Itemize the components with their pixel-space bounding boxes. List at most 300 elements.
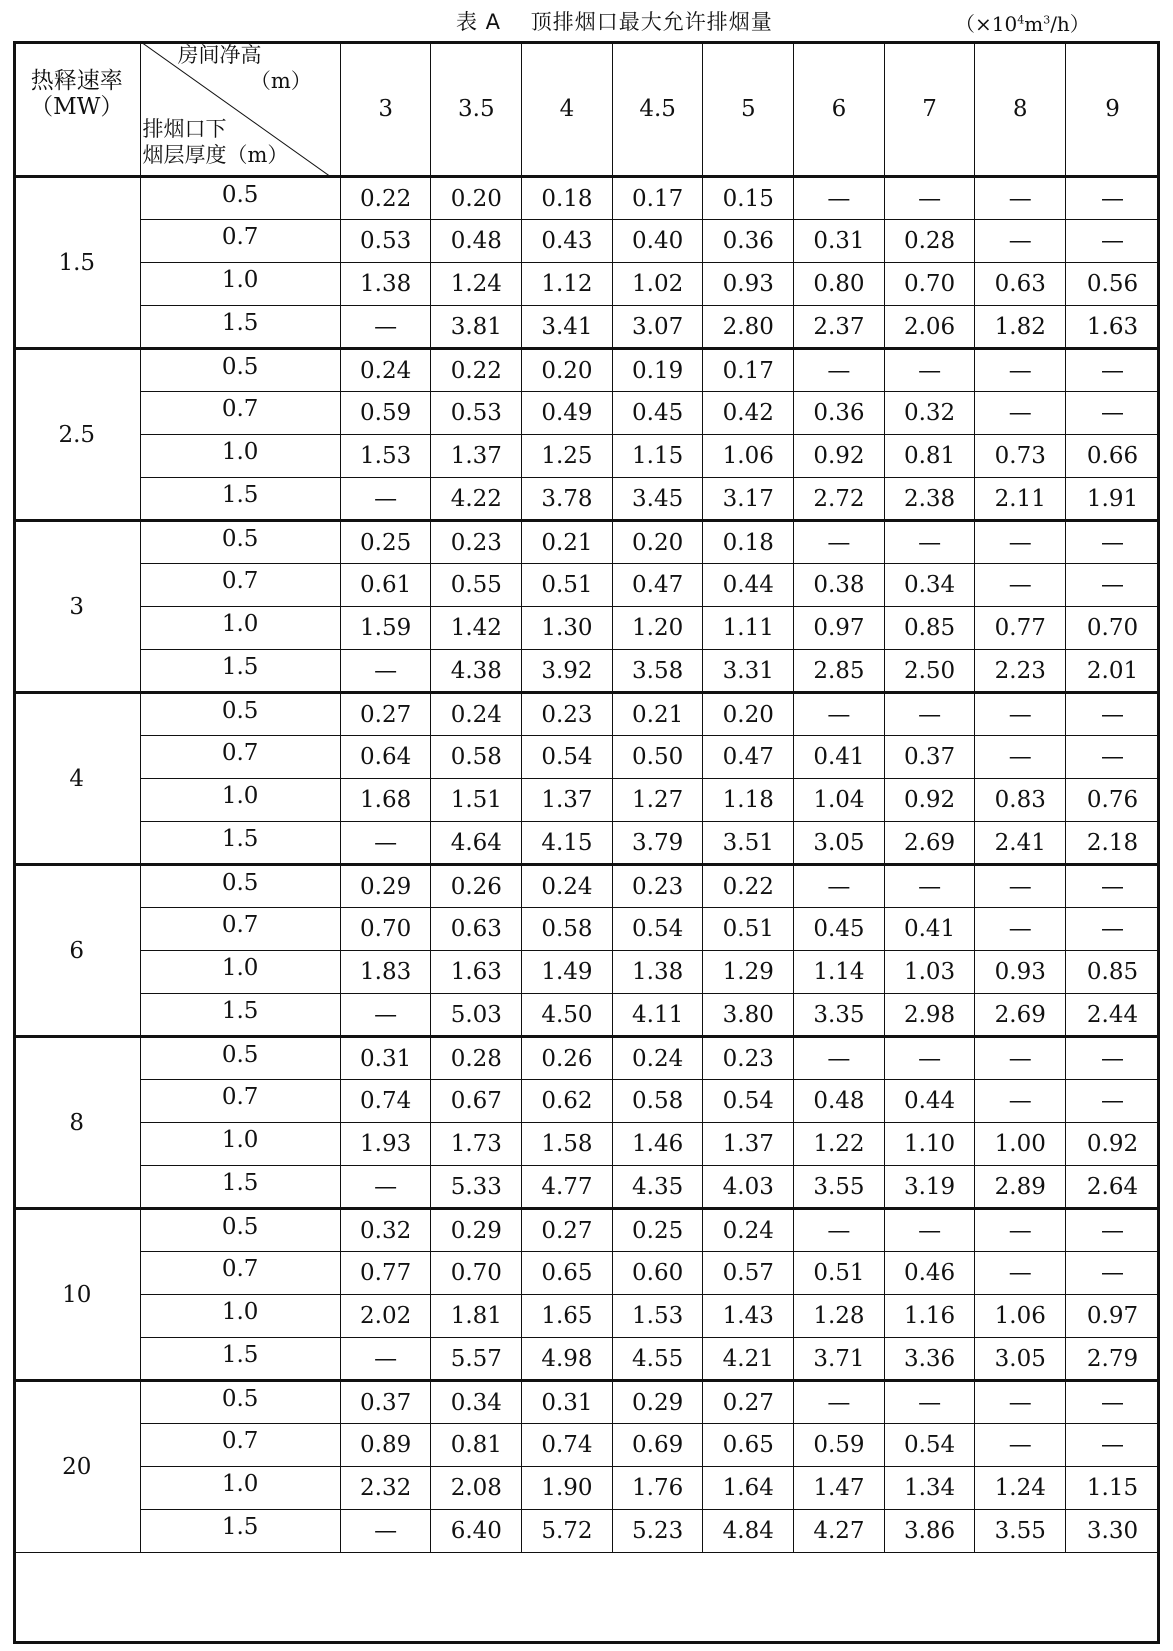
exhaust-value-cell: 0.44 <box>703 564 794 607</box>
exhaust-value-cell: — <box>1066 1209 1160 1252</box>
exhaust-value-cell: 2.41 <box>975 822 1066 865</box>
exhaust-value-cell: 0.57 <box>703 1252 794 1295</box>
exhaust-value-cell: 0.20 <box>612 521 703 564</box>
smoke-layer-thickness-cell <box>140 1295 340 1338</box>
exhaust-value-cell: 0.32 <box>340 1209 431 1252</box>
exhaust-value-cell: 0.66 <box>1066 435 1160 478</box>
exhaust-value-cell: — <box>975 220 1066 263</box>
exhaust-value-cell: 4.38 <box>431 650 522 693</box>
exhaust-value-cell: 0.43 <box>522 220 613 263</box>
smoke-layer-thickness-cell <box>140 865 340 908</box>
thickness-value: 0.5 <box>221 1386 259 1412</box>
exhaust-value-cell: 4.03 <box>703 1166 794 1209</box>
exhaust-value-cell: 2.08 <box>431 1467 522 1510</box>
exhaust-value-cell: 2.69 <box>975 994 1066 1037</box>
exhaust-value-cell: 0.70 <box>884 263 975 306</box>
thickness-value: 1.5 <box>221 826 259 852</box>
exhaust-value-cell: 3.86 <box>884 1510 975 1553</box>
exhaust-value-cell: 0.45 <box>612 392 703 435</box>
smoke-layer-thickness-cell <box>140 1381 340 1424</box>
thickness-value: 1.5 <box>221 654 259 680</box>
exhaust-value-cell: 0.44 <box>884 1080 975 1123</box>
exhaust-value-cell: — <box>794 1037 885 1080</box>
exhaust-value-cell: 2.85 <box>794 650 885 693</box>
exhaust-value-cell: 0.31 <box>340 1037 431 1080</box>
exhaust-value-cell: 0.81 <box>884 435 975 478</box>
table-row <box>14 1295 1160 1338</box>
thickness-value: 1.5 <box>221 1170 259 1196</box>
exhaust-value-cell: 0.24 <box>431 693 522 736</box>
smoke-layer-thickness-cell <box>140 1037 340 1080</box>
exhaust-value-cell: 0.58 <box>522 908 613 951</box>
thickness-value: 1.5 <box>221 310 259 336</box>
exhaust-value-cell: 3.79 <box>612 822 703 865</box>
exhaust-value-cell: 1.04 <box>794 779 885 822</box>
exhaust-value-cell: — <box>1066 349 1160 392</box>
exhaust-value-cell: 0.28 <box>431 1037 522 1080</box>
height-header: 7 <box>884 42 975 177</box>
exhaust-value-cell: 1.34 <box>884 1467 975 1510</box>
table-row <box>14 306 1160 349</box>
exhaust-value-cell: — <box>975 693 1066 736</box>
exhaust-value-cell: 1.63 <box>1066 306 1160 349</box>
exhaust-value-cell: 0.20 <box>703 693 794 736</box>
table-row <box>14 1209 1160 1252</box>
thickness-value: 0.7 <box>221 1084 259 1110</box>
exhaust-value-cell: 2.80 <box>703 306 794 349</box>
table-row <box>14 177 1160 220</box>
exhaust-value-cell: — <box>794 177 885 220</box>
exhaust-value-cell: 0.34 <box>431 1381 522 1424</box>
smoke-layer-thickness-cell <box>140 736 340 779</box>
exhaust-value-cell: 0.26 <box>522 1037 613 1080</box>
exhaust-value-cell: 0.63 <box>975 263 1066 306</box>
exhaust-value-cell: 2.69 <box>884 822 975 865</box>
exhaust-value-cell: 1.25 <box>522 435 613 478</box>
exhaust-value-cell: 1.03 <box>884 951 975 994</box>
smoke-layer-thickness-cell <box>140 1424 340 1467</box>
thickness-value: 0.5 <box>221 1042 259 1068</box>
exhaust-value-cell: 0.97 <box>794 607 885 650</box>
exhaust-value-cell: 0.76 <box>1066 779 1160 822</box>
exhaust-value-cell: 0.54 <box>884 1424 975 1467</box>
exhaust-value-cell: — <box>975 1080 1066 1123</box>
exhaust-value-cell: 2.72 <box>794 478 885 521</box>
exhaust-value-cell: 0.55 <box>431 564 522 607</box>
thickness-value: 1.0 <box>221 1127 259 1153</box>
exhaust-value-cell: — <box>1066 1381 1160 1424</box>
table-row <box>14 478 1160 521</box>
exhaust-value-cell: — <box>1066 220 1160 263</box>
exhaust-value-cell: 0.29 <box>431 1209 522 1252</box>
thickness-value: 0.7 <box>221 740 259 766</box>
heat-release-rate-cell: 20 <box>14 1381 141 1553</box>
exhaust-value-cell: 1.63 <box>431 951 522 994</box>
exhaust-value-cell: 3.78 <box>522 478 613 521</box>
exhaust-value-cell: 0.24 <box>703 1209 794 1252</box>
exhaust-value-cell: 0.25 <box>340 521 431 564</box>
exhaust-value-cell: 0.50 <box>612 736 703 779</box>
exhaust-value-cell: 3.19 <box>884 1166 975 1209</box>
exhaust-value-cell: — <box>975 1209 1066 1252</box>
exhaust-value-cell: 0.21 <box>522 521 613 564</box>
exhaust-value-cell: 0.27 <box>340 693 431 736</box>
exhaust-value-cell: — <box>975 908 1066 951</box>
exhaust-value-cell: 1.82 <box>975 306 1066 349</box>
smoke-layer-thickness-cell <box>140 1123 340 1166</box>
exhaust-value-cell: — <box>1066 392 1160 435</box>
table-row <box>14 1424 1160 1467</box>
exhaust-value-cell: — <box>884 865 975 908</box>
smoke-layer-thickness-cell <box>140 779 340 822</box>
exhaust-value-cell: 0.29 <box>340 865 431 908</box>
exhaust-value-cell: 1.73 <box>431 1123 522 1166</box>
exhaust-value-cell: — <box>1066 521 1160 564</box>
height-header: 5 <box>703 42 794 177</box>
exhaust-value-cell: 0.29 <box>612 1381 703 1424</box>
exhaust-value-cell: 4.15 <box>522 822 613 865</box>
exhaust-value-cell: 3.17 <box>703 478 794 521</box>
exhaust-value-cell: 0.45 <box>794 908 885 951</box>
exhaust-value-cell: 4.21 <box>703 1338 794 1381</box>
thickness-value: 1.0 <box>221 1471 259 1497</box>
table-row <box>14 1467 1160 1510</box>
smoke-layer-thickness-cell <box>140 220 340 263</box>
thickness-value: 0.7 <box>221 568 259 594</box>
exhaust-value-cell: 3.05 <box>794 822 885 865</box>
table-unit: $(\times 10^4m^3/h)$ <box>955 12 1090 36</box>
exhaust-value-cell: 1.00 <box>975 1123 1066 1166</box>
thickness-value: 0.7 <box>221 396 259 422</box>
exhaust-value-cell: 2.18 <box>1066 822 1160 865</box>
exhaust-value-cell: 1.15 <box>612 435 703 478</box>
exhaust-value-cell: 0.59 <box>794 1424 885 1467</box>
exhaust-value-cell: 1.58 <box>522 1123 613 1166</box>
exhaust-value-cell: 3.55 <box>975 1510 1066 1553</box>
thickness-value: 1.5 <box>221 482 259 508</box>
exhaust-value-cell: — <box>1066 564 1160 607</box>
exhaust-value-cell: 2.06 <box>884 306 975 349</box>
exhaust-value-cell: — <box>1066 1080 1160 1123</box>
thickness-value: 0.7 <box>221 912 259 938</box>
exhaust-value-cell: 0.53 <box>431 392 522 435</box>
thickness-value: 1.0 <box>221 1299 259 1325</box>
exhaust-value-cell: 4.11 <box>612 994 703 1037</box>
thickness-value: 0.5 <box>221 870 259 896</box>
smoke-layer-thickness-cell <box>140 392 340 435</box>
exhaust-value-cell: — <box>340 306 431 349</box>
smoke-layer-thickness-cell <box>140 607 340 650</box>
exhaust-value-cell: 3.81 <box>431 306 522 349</box>
smoke-layer-label-line1: 排烟口下 <box>142 117 227 141</box>
exhaust-value-cell: 3.35 <box>794 994 885 1037</box>
exhaust-value-cell: 0.56 <box>1066 263 1160 306</box>
exhaust-value-cell: — <box>884 693 975 736</box>
diagonal-header-cell <box>140 42 340 177</box>
exhaust-value-cell: 1.38 <box>612 951 703 994</box>
thickness-value: 0.5 <box>221 354 259 380</box>
height-header: 3.5 <box>431 42 522 177</box>
smoke-layer-thickness-cell <box>140 564 340 607</box>
smoke-layer-thickness-cell <box>140 435 340 478</box>
exhaust-value-cell: 0.77 <box>340 1252 431 1295</box>
exhaust-value-cell: — <box>340 1338 431 1381</box>
exhaust-value-cell: 0.89 <box>340 1424 431 1467</box>
exhaust-value-cell: 0.54 <box>612 908 703 951</box>
smoke-layer-thickness-cell <box>140 263 340 306</box>
exhaust-value-cell: — <box>884 349 975 392</box>
exhaust-value-cell: 0.21 <box>612 693 703 736</box>
exhaust-value-cell: — <box>975 1252 1066 1295</box>
exhaust-value-cell: — <box>340 1510 431 1553</box>
exhaust-value-cell: 1.93 <box>340 1123 431 1166</box>
exhaust-value-cell: — <box>975 392 1066 435</box>
exhaust-value-cell: 3.41 <box>522 306 613 349</box>
exhaust-value-cell: 4.77 <box>522 1166 613 1209</box>
exhaust-value-cell: 0.23 <box>431 521 522 564</box>
exhaust-value-cell: — <box>1066 1424 1160 1467</box>
table-row <box>14 650 1160 693</box>
smoke-layer-thickness-cell <box>140 951 340 994</box>
exhaust-value-cell: — <box>884 1037 975 1080</box>
height-header: 6 <box>794 42 885 177</box>
thickness-value: 1.0 <box>221 611 259 637</box>
exhaust-value-cell: 0.85 <box>884 607 975 650</box>
exhaust-value-cell: 5.72 <box>522 1510 613 1553</box>
exhaust-value-cell: 0.24 <box>612 1037 703 1080</box>
thickness-value: 1.0 <box>221 955 259 981</box>
exhaust-value-cell: 0.20 <box>522 349 613 392</box>
exhaust-value-cell: 0.46 <box>884 1252 975 1295</box>
exhaust-value-cell: 4.98 <box>522 1338 613 1381</box>
exhaust-value-cell: 0.19 <box>612 349 703 392</box>
exhaust-value-cell: — <box>794 349 885 392</box>
exhaust-value-cell: 0.73 <box>975 435 1066 478</box>
smoke-layer-thickness-cell <box>140 1166 340 1209</box>
exhaust-value-cell: 4.64 <box>431 822 522 865</box>
smoke-layer-thickness-cell <box>140 306 340 349</box>
exhaust-value-cell: 4.27 <box>794 1510 885 1553</box>
exhaust-value-cell: — <box>1066 865 1160 908</box>
thickness-value: 1.5 <box>221 998 259 1024</box>
exhaust-value-cell: 1.38 <box>340 263 431 306</box>
exhaust-value-cell: 1.51 <box>431 779 522 822</box>
exhaust-value-cell: 0.17 <box>703 349 794 392</box>
exhaust-value-cell: 0.74 <box>340 1080 431 1123</box>
exhaust-value-cell: 5.23 <box>612 1510 703 1553</box>
exhaust-value-cell: 4.55 <box>612 1338 703 1381</box>
thickness-value: 0.7 <box>221 1428 259 1454</box>
thickness-value: 1.0 <box>221 439 259 465</box>
exhaust-value-cell: 0.36 <box>703 220 794 263</box>
exhaust-value-cell: — <box>340 650 431 693</box>
exhaust-value-cell: 1.22 <box>794 1123 885 1166</box>
thickness-value: 0.7 <box>221 224 259 250</box>
exhaust-value-cell: 1.24 <box>975 1467 1066 1510</box>
exhaust-value-cell: 3.92 <box>522 650 613 693</box>
exhaust-value-cell: 1.53 <box>340 435 431 478</box>
thickness-value: 0.7 <box>221 1256 259 1282</box>
exhaust-value-cell: 1.06 <box>975 1295 1066 1338</box>
exhaust-value-cell: 0.31 <box>522 1381 613 1424</box>
exhaust-value-cell: 2.50 <box>884 650 975 693</box>
exhaust-value-cell: 0.20 <box>431 177 522 220</box>
heat-release-header: 热释速率（MW） <box>14 42 141 177</box>
smoke-layer-thickness-cell <box>140 693 340 736</box>
exhaust-value-cell: 1.64 <box>703 1467 794 1510</box>
exhaust-value-cell: 3.58 <box>612 650 703 693</box>
exhaust-value-cell: — <box>884 1209 975 1252</box>
exhaust-value-cell: 0.22 <box>431 349 522 392</box>
exhaust-value-cell: — <box>794 1381 885 1424</box>
exhaust-value-cell: 0.92 <box>1066 1123 1160 1166</box>
table-row <box>14 1080 1160 1123</box>
exhaust-value-cell: 0.61 <box>340 564 431 607</box>
exhaust-value-cell: — <box>1066 177 1160 220</box>
exhaust-value-cell: 3.45 <box>612 478 703 521</box>
exhaust-value-cell: 2.64 <box>1066 1166 1160 1209</box>
exhaust-value-cell: 0.67 <box>431 1080 522 1123</box>
exhaust-value-cell: 0.23 <box>703 1037 794 1080</box>
exhaust-value-cell: — <box>975 1037 1066 1080</box>
smoke-layer-thickness-cell <box>140 1080 340 1123</box>
header-row <box>14 42 1160 177</box>
exhaust-value-cell: 4.84 <box>703 1510 794 1553</box>
exhaust-value-cell: 0.38 <box>794 564 885 607</box>
exhaust-value-cell: 0.32 <box>884 392 975 435</box>
exhaust-value-cell: — <box>975 865 1066 908</box>
exhaust-value-cell: 1.76 <box>612 1467 703 1510</box>
exhaust-value-cell: 0.74 <box>522 1424 613 1467</box>
table-row <box>14 392 1160 435</box>
table-row <box>14 822 1160 865</box>
table-row <box>14 435 1160 478</box>
exhaust-value-cell: 1.06 <box>703 435 794 478</box>
table-row <box>14 779 1160 822</box>
exhaust-value-cell: 1.02 <box>612 263 703 306</box>
exhaust-value-cell: 2.23 <box>975 650 1066 693</box>
exhaust-value-cell: 1.90 <box>522 1467 613 1510</box>
exhaust-value-cell: 0.62 <box>522 1080 613 1123</box>
exhaust-value-cell: 2.38 <box>884 478 975 521</box>
exhaust-value-cell: 1.11 <box>703 607 794 650</box>
exhaust-value-cell: 0.51 <box>794 1252 885 1295</box>
exhaust-value-cell: 0.49 <box>522 392 613 435</box>
height-header: 4 <box>522 42 613 177</box>
exhaust-value-cell: 3.51 <box>703 822 794 865</box>
exhaust-value-cell: — <box>975 349 1066 392</box>
exhaust-value-cell: 6.40 <box>431 1510 522 1553</box>
exhaust-value-cell: 0.23 <box>522 693 613 736</box>
exhaust-value-cell: 3.36 <box>884 1338 975 1381</box>
exhaust-value-cell: 1.42 <box>431 607 522 650</box>
exhaust-value-cell: 1.83 <box>340 951 431 994</box>
exhaust-value-cell: — <box>1066 1037 1160 1080</box>
exhaust-value-cell: 1.53 <box>612 1295 703 1338</box>
exhaust-value-cell: 3.05 <box>975 1338 1066 1381</box>
heat-release-rate-cell: 8 <box>14 1037 141 1209</box>
exhaust-value-cell: 0.27 <box>522 1209 613 1252</box>
exhaust-value-cell: 0.92 <box>794 435 885 478</box>
exhaust-value-cell: 1.10 <box>884 1123 975 1166</box>
exhaust-value-cell: 0.77 <box>975 607 1066 650</box>
smoke-layer-thickness-cell <box>140 1510 340 1553</box>
exhaust-value-cell: 0.58 <box>431 736 522 779</box>
heat-release-rate-cell: 2.5 <box>14 349 141 521</box>
exhaust-value-cell: 1.37 <box>431 435 522 478</box>
heat-release-rate-cell: 1.5 <box>14 177 141 349</box>
exhaust-value-cell: — <box>975 736 1066 779</box>
exhaust-value-cell: 1.43 <box>703 1295 794 1338</box>
smoke-layer-thickness-cell <box>140 478 340 521</box>
table-row <box>14 1338 1160 1381</box>
exhaust-value-cell: 2.98 <box>884 994 975 1037</box>
exhaust-value-cell: 1.49 <box>522 951 613 994</box>
exhaust-value-cell: — <box>884 1381 975 1424</box>
height-header: 4.5 <box>612 42 703 177</box>
exhaust-value-cell: 0.28 <box>884 220 975 263</box>
table-row <box>14 908 1160 951</box>
exhaust-value-cell: — <box>340 478 431 521</box>
table-row <box>14 736 1160 779</box>
exhaust-value-cell: 2.37 <box>794 306 885 349</box>
smoke-layer-thickness-cell <box>140 650 340 693</box>
table-row <box>14 521 1160 564</box>
exhaust-value-cell: 1.14 <box>794 951 885 994</box>
exhaust-value-cell: 2.11 <box>975 478 1066 521</box>
table-row <box>14 1123 1160 1166</box>
exhaust-value-cell: — <box>975 177 1066 220</box>
exhaust-value-cell: — <box>1066 1252 1160 1295</box>
exhaust-value-cell: 1.46 <box>612 1123 703 1166</box>
exhaust-value-cell: 1.81 <box>431 1295 522 1338</box>
table-row <box>14 1037 1160 1080</box>
table-row <box>14 951 1160 994</box>
exhaust-value-cell: 0.27 <box>703 1381 794 1424</box>
exhaust-value-cell: 0.70 <box>1066 607 1160 650</box>
exhaust-value-cell: 3.71 <box>794 1338 885 1381</box>
room-height-unit: （m） <box>249 69 312 93</box>
thickness-value: 1.0 <box>221 267 259 293</box>
exhaust-value-cell: — <box>1066 736 1160 779</box>
exhaust-value-cell: 0.58 <box>612 1080 703 1123</box>
exhaust-value-cell: 0.93 <box>975 951 1066 994</box>
exhaust-value-cell: 1.12 <box>522 263 613 306</box>
exhaust-value-cell: 3.80 <box>703 994 794 1037</box>
exhaust-value-cell: — <box>975 564 1066 607</box>
smoke-layer-thickness-cell <box>140 1467 340 1510</box>
exhaust-value-cell: 0.60 <box>612 1252 703 1295</box>
table-row <box>14 263 1160 306</box>
exhaust-value-cell: 0.83 <box>975 779 1066 822</box>
smoke-layer-thickness-cell <box>140 1209 340 1252</box>
exhaust-value-cell: 0.22 <box>340 177 431 220</box>
exhaust-value-cell: 0.63 <box>431 908 522 951</box>
exhaust-value-cell: 2.44 <box>1066 994 1160 1037</box>
exhaust-value-cell: 0.47 <box>612 564 703 607</box>
exhaust-value-cell: 1.30 <box>522 607 613 650</box>
exhaust-value-cell: 4.35 <box>612 1166 703 1209</box>
smoke-layer-thickness-cell <box>140 1338 340 1381</box>
smoke-layer-thickness-cell <box>140 1252 340 1295</box>
exhaust-value-cell: 0.93 <box>703 263 794 306</box>
exhaust-value-cell: 0.48 <box>431 220 522 263</box>
heat-release-rate-cell: 4 <box>14 693 141 865</box>
exhaust-value-cell: 0.85 <box>1066 951 1160 994</box>
thickness-value: 0.5 <box>221 182 259 208</box>
exhaust-value-cell: 1.29 <box>703 951 794 994</box>
exhaust-value-cell: 0.47 <box>703 736 794 779</box>
